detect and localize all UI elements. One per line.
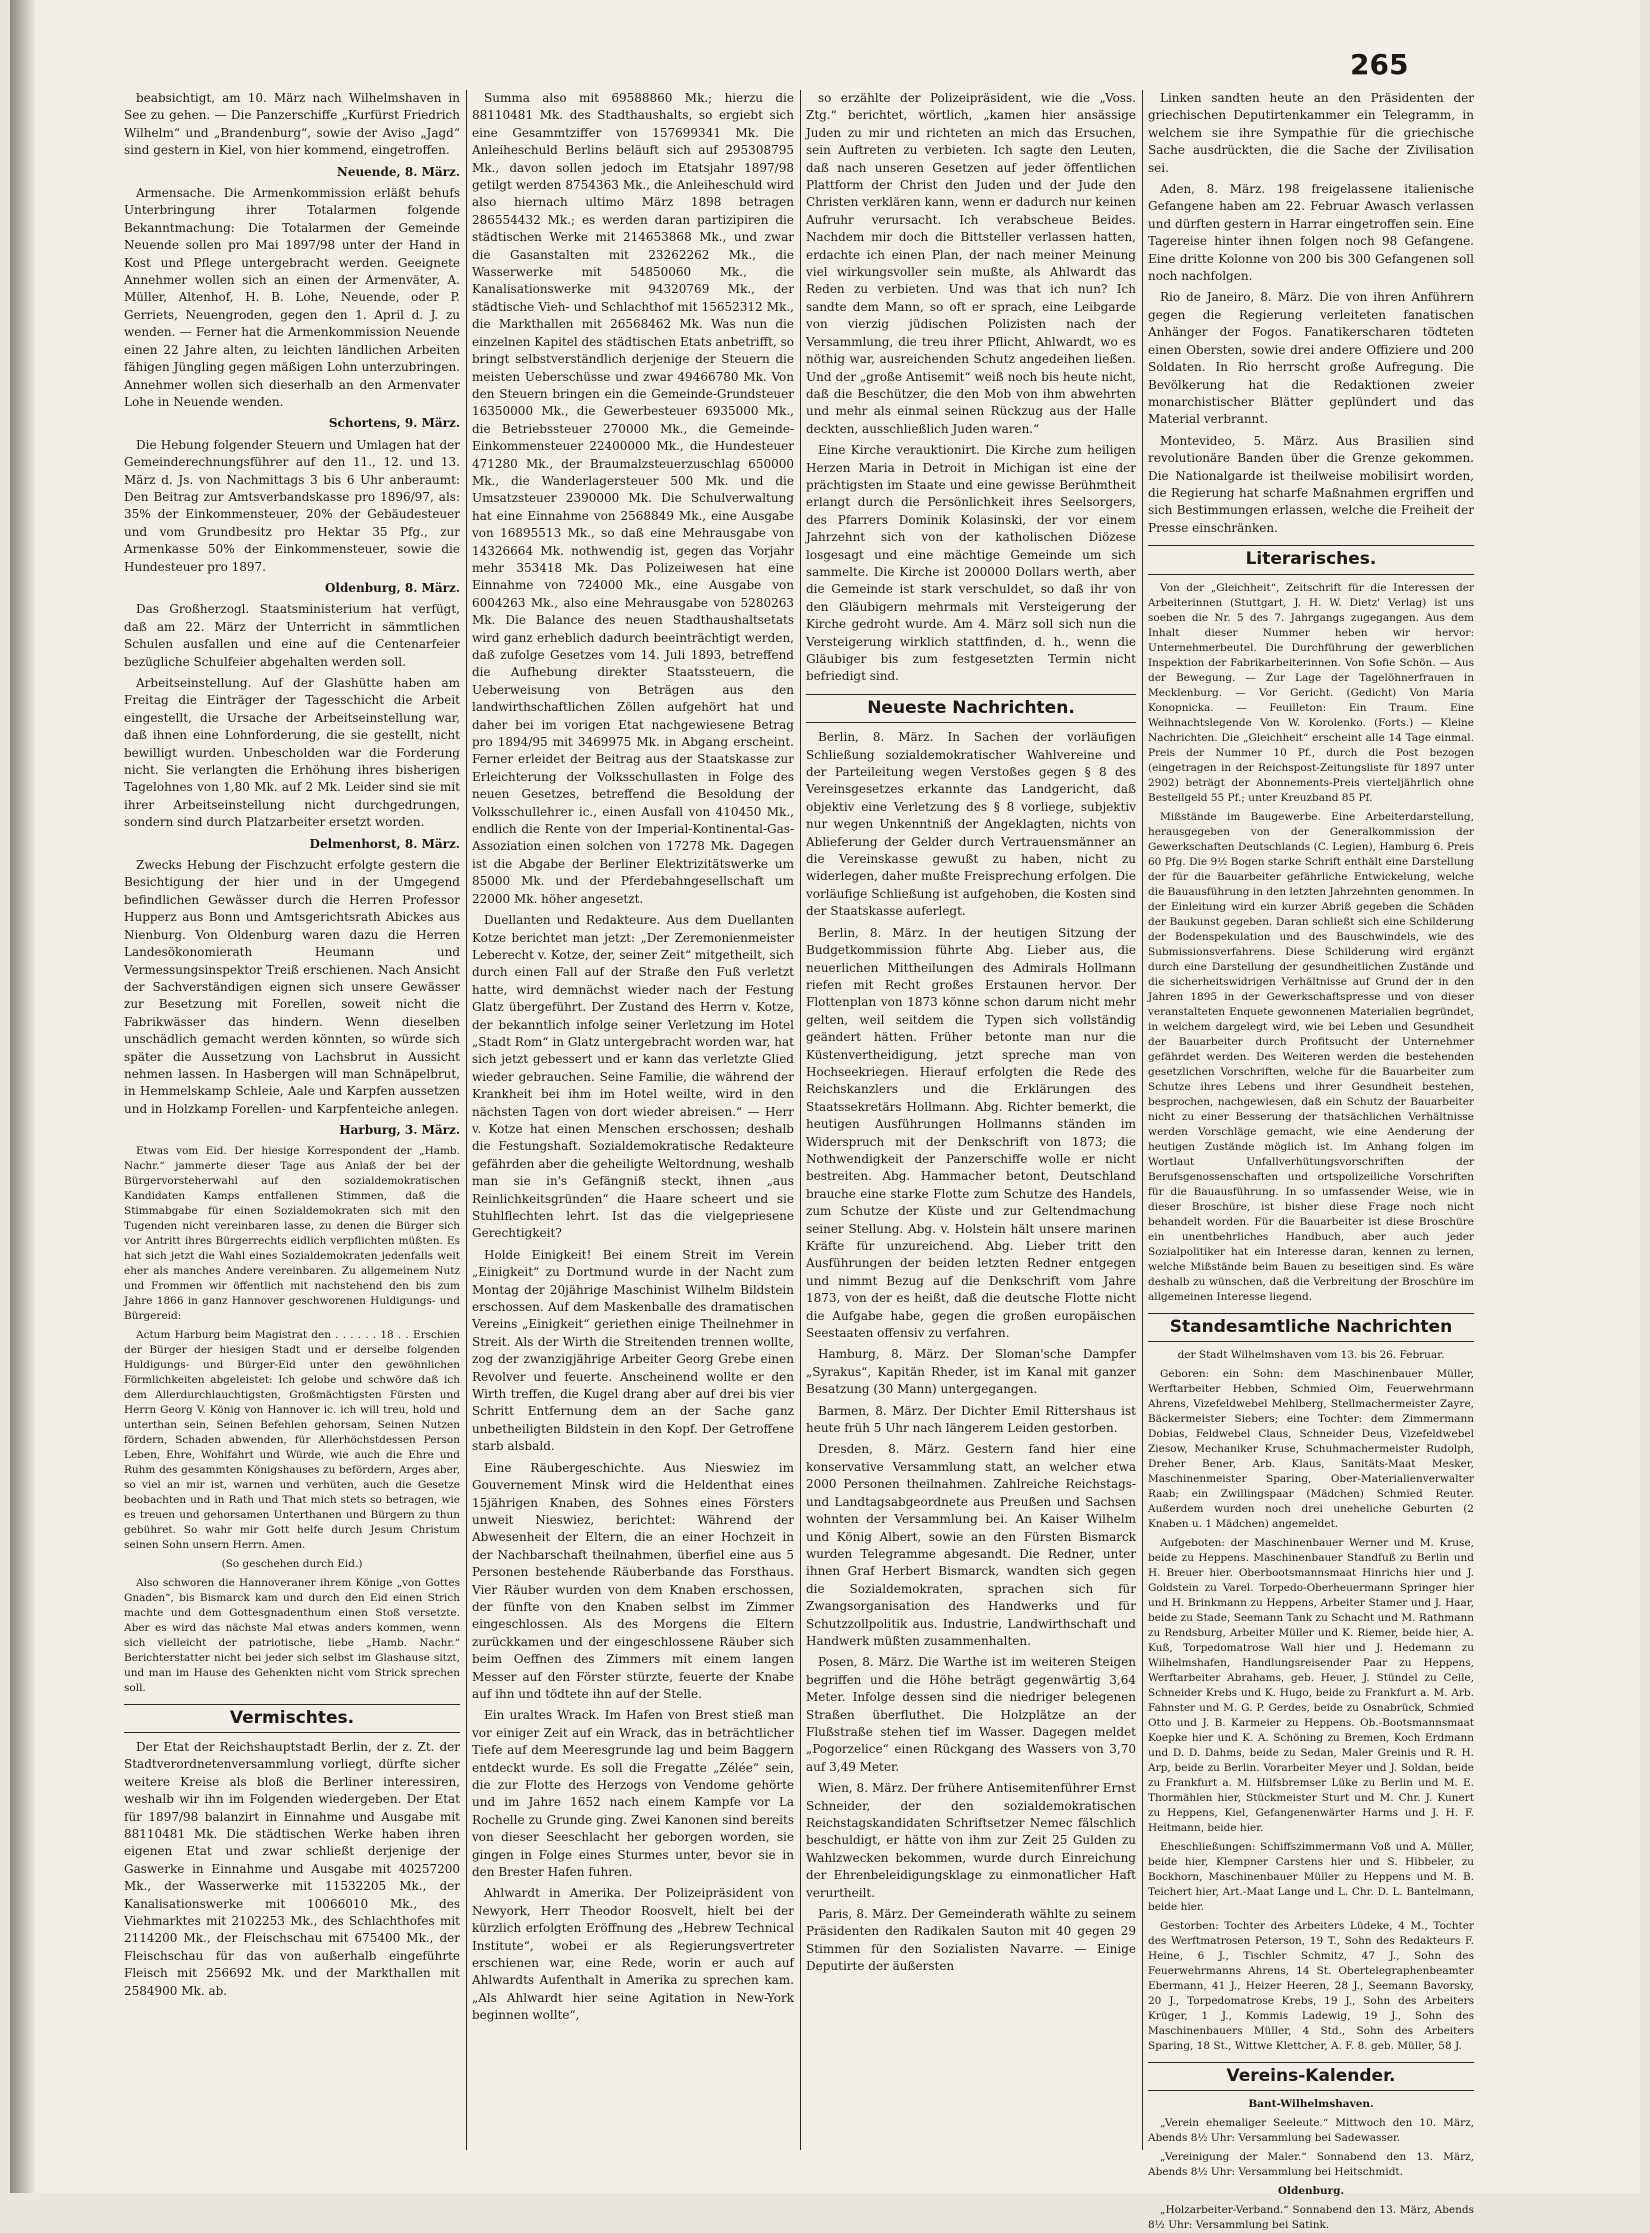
paragraph: Etwas vom Eid. Der hiesige Korrespondent der „Hamb. Nachr.“ jammerte dieser Tage aus Anlaß der bei der Bürgervorsteherwahl auf den sozialdemokratischen Kandidaten Kamps entfallenen Stimmen, daß die Stimmabgabe für einen Sozialdemokraten sich mit den Tugenden nicht vereinbaren lasse, zu denen die Bürger sich vor Antritt ihres Bürgerrechts eidlich verpflichten müßten. Es hat sich jetzt die Wahl eines Sozialdemokraten jedenfalls weit eher als manches Andere vereinbaren. Zu allgemeinem Nutz und Frommen wir öffentlich mit nachstehend den bis zum Jahre 1866 in ganz Hannover geschworenen Huldigungs- und Bürgereid: xyxy=(124,1144,460,1322)
column-1 xyxy=(124,90,460,2150)
news-item: Hamburg, 8. März. Der Sloman'sche Dampfer „Syrakus“, Kapitän Rheder, ist im Kanal mit ganzer Besatzung (30 Mann) untergegangen. xyxy=(806,1347,1136,1397)
section-heading: Vereins-Kalender. xyxy=(1148,2062,1474,2091)
column-rule xyxy=(1142,90,1143,2150)
paragraph: Arbeitseinstellung. Auf der Glashütte haben am Freitag die Einträger der Tagesschicht die Arbeit eingestellt, die Ursache der Arbeitseinstellung war, daß ihnen eine Lohnforderung, die sie gestellt, nicht bewilligt wurden. Unbescholden war die Forderung nicht. Sie verlangten die Erhöhung ihres bisherigen Tagelohnes von 1,80 Mk. auf 2 Mk. Leider sind sie mit ihrer Arbeitseinstellung nicht durchgedrungen, sondern sind durch Platzarbeiter ersetzt worden. xyxy=(124,676,460,830)
paragraph: Summa also mit 69588860 Mk.; hierzu die 88110481 Mk. des Stadthaushalts, so ergiebt sich eine Gesammtziffer von 157699341 Mk. Die Anleiheschuld Berlins beläuft sich auf 295308795 Mk., davon sollen jedoch im Etatsjahr 1897/98 getilgt werden 8754363 Mk., die Anleiheschuld wird also hiernach ultimo März 1898 betragen 286554432 Mk.; es werden daran partizipiren die städtischen Werke mit 214653868 Mk., und zwar die Gasanstalten mit 23262262 Mk., die Wasserwerke mit 54850060 Mk., die Kanalisationswerke mit 94320769 Mk., der städtische Vieh- und Schlachthof mit 15652312 Mk., die Markthallen mit 26568462 Mk. Was nun die einzelnen Kapitel des städtischen Etats anbetrifft, so bringt selbstverständlich derjenige der Steuern die meisten Ueberschüsse und zwar 49466780 Mk. Von den Steuern bringen ein die Gemeinde-Grundsteuer 16350000 Mk., die Gewerbesteuer 6935000 Mk., die Betriebssteuer 270000 Mk., die Gemeinde-Einkommensteuer 22400000 Mk., die Hundesteuer 471280 Mk., der Braumalzsteuerzuschlag 650000 Mk., die Wanderlagersteuer 500 Mk. und die Umsatzsteuer 2390000 Mk. Die Schulverwaltung hat eine Einnahme von 2568849 Mk., eine Ausgabe von 16895513 Mk., so daß eine Mehrausgabe von 14326664 Mk. nothwendig ist, gegen das Vorjahr mehr 353418 Mk. Das Polizeiwesen hat eine Einnahme von 724000 Mk., eine Ausgabe von 6004263 Mk., also eine Mehrausgabe von 5280263 Mk. Die Balance des neuen Stadthaushaltsetats wird ganz erheblich dadurch beeinträchtigt werden, daß zufolge Gesetzes vom 14. Juli 1893, betreffend die Aufhebung direkter Staatssteuern, die Ueberweisung von Beträgen aus den landwirthschaftlichen Zöllen aufgehört hat und daher bei im vorigen Etat nachgewiesene Betrag pro 1894/95 mit 3469975 Mk. in Abgang erscheint. Ferner erleidet der Beitrag aus der Staatskasse zur Erleichterung der Volksschullasten in Folge des neuen Gesetzes, betreffend die Besoldung der Volksschullehrer ic., einen Ausfall von 410450 Mk., endlich die Rente von der Imperial-Kontinental-Gas-Assoziation einen solchen von 17278 Mk. Dagegen ist die Abgabe der Berliner Elektrizitätswerke um 85000 Mk. und der Pferdebahngesellschaft um 22000 Mk. höher angesetzt. xyxy=(472,91,794,906)
news-item: Berlin, 8. März. In Sachen der vorläufigen Schließung sozialdemokratischer Wahlvereine und der Parteileitung wegen Verstoßes gegen § 8 des Vereinsgesetzes erkannte das Landgericht, daß objektiv eine Verletzung des § 8 vorliege, subjektiv nur wegen Unkenntniß der Angeklagten, nichts von Ablieferung der Gelder durch Vertrauensmänner an die Vereinskasse gewußt zu haben, nicht zu widerlegen, daher mußte Freisprechung erfolgen. Die vorläufige Schließung ist aufgehoben, die Kosten sind der Staatskasse auferlegt. xyxy=(806,730,1136,919)
dateline: Harburg, 3. März. xyxy=(339,1123,460,1138)
dateline: Schortens, 9. März. xyxy=(328,416,460,431)
paragraph: Von der „Gleichheit“, Zeitschrift für die Interessen der Arbeiterinnen (Stuttgart, J. H. W. Dietz' Verlag) ist uns soeben die Nr. 5 des 7. Jahrgangs zugegangen. Aus dem Inhalt dieser Nummer heben wir hervor: Unternehmerbeutel. Die Durchführung der gewerblichen Inspektion der Fabrikarbeiterinnen. Von Sofie Schön. — Aus der Bewegung. — Zur Lage der Tagelöhnerfrauen in Mecklenburg. — Vor Gericht. (Gedicht) Von Maria Konopnicka. — Feuilleton: Ein Traum. Eine Weihnachtslegende Von W. Korolenko. (Forts.) — Kleine Nachrichten. Die „Gleichheit“ erscheint alle 14 Tage einmal. Preis der Nummer 10 Pf., durch die Post bezogen (eingetragen in der Reichspost-Zeitungsliste für 1897 unter 2902) beträgt der Abonnements-Preis vierteljährlich ohne Bestellgeld 55 Pf.; unter Kreuzband 85 Pf. xyxy=(1148,581,1474,804)
paragraph: so erzählte der Polizeipräsident, wie die „Voss. Ztg.“ berichtet, wörtlich, „kamen hier ansässige Juden zu mir und richteten an mich das Ersuchen, sein Auftreten zu verbieten. Ich sagte den Leuten, daß nach unseren Gesetzen auf jeder öffentlichen Plattform der Christ den Juden und der Jude den Christen verklären kann, wenn er dadurch nur keinen Aufruhr verursacht. Ich verabscheue Beides. Nachdem mir doch die Bittsteller verlassen hatten, erdachte ich einen Plan, der nach meiner Meinung viel wirkungsvoller sein mußte, als Ahlwardt das Reden zu verbieten. Und was that ich nun? Ich sandte dem Mann, so oft er sprach, eine Leibgarde von vierzig jüdischen Polizisten nach der Versammlung, die treu ihrer Pflicht, Ahlwardt, wo es nöthig war, ausreichenden Schutz angedeihen ließen. Und der „große Antisemit“ weiß noch bis heute nicht, daß die Beschützer, die den Mob von ihm abwehrten und mehr als einmal seinen Rückzug aus der Halle deckten, ausschließlich Juden waren.“ xyxy=(806,91,1136,436)
calendar-entry: „Verein ehemaliger Seeleute.“ Mittwoch den 10. März, Abends 8½ Uhr: Versammlung bei Sadewasser. xyxy=(1148,2117,1474,2145)
column-4 xyxy=(1148,90,1474,2232)
paragraph: Eine Räubergeschichte. Aus Nieswiez im Gouvernement Minsk wird die Heldenthat eines 15jährigen Knaben, des Sohnes eines Försters unweit Nieswiez, berichtet: Während der Abwesenheit der Eltern, die an einer Hochzeit in der Nachbarschaft theilnahmen, überfiel eine aus 5 Personen bestehende Räuberbande das Forsthaus. Vier Räuber wurden von dem Knaben erschossen, der fünfte von den Knaben selbst im Zimmer eingeschlossen. Als des Morgens die Eltern zurückkamen und der eingeschlossene Räuber sich beim Oeffnen des Zimmers mit einem langen Messer auf den Förster stürzte, feuerte der Knabe auf ihn und tödtete ihn auf der Stelle. xyxy=(472,1460,794,1701)
paragraph: Die Hebung folgender Steuern und Umlagen hat der Gemeinderechnungsführer auf den 11., 12. und 13. März d. Js. von Nachmittags 3 bis 6 Uhr anberaumt: Den Beitrag zur Amtsverbandskasse pro 1896/97, als: 35% der Einkommensteuer, 20% der Gebäudesteuer und vom Grundbesitz pro Hektar 35 Pfg., zur Armenkasse 50% der Einkommensteuer, sowie die Hundesteuer pro 1897. xyxy=(124,437,460,574)
news-item: Rio de Janeiro, 8. März. Die von ihren Anführern gegen die Regierung verleiteten fanatischen Anhänger der Fogos. Fanatikerscharen tödteten einen Obersten, sowie drei andere Offiziere und 200 Soldaten. In Rio herrscht große Aufregung. Die Bevölkerung hat die Redaktionen zweier monarchistischer Blätter geplündert und das Material verbrannt. xyxy=(1148,290,1474,427)
paragraph: Mißstände im Baugewerbe. Eine Arbeiterdarstellung, herausgegeben von der Generalkommission der Gewerkschaften Deutschlands (C. Legien), Hamburg 6. Preis 60 Pfg. Die 9½ Bogen starke Schrift enthält eine Darstellung der für die Bauarbeiter gefährliche Entwickelung, welche die Bauausführung in den letzten Jahrzehnten genommen. In der Einleitung wird ein kurzer Abriß gegeben die Schäden der Baukunst gegeben. Daran schließt sich eine Schilderung der Bodenspekulation und des Bauschwindels, wie des Submissionsverfahrens. Diese Schilderung wird ergänzt durch eine Darstellung der gesundheitlichen Zustände und die sicherheitswidrigen Verhältnisse auf Grund der in den Jahren 1895 in der Gewerkschaftspresse und von dieser veranstalteten Enquete gewonnenen Materialien begründet, in welchem dargelegt wird, wie bei Leben und Gesundheit der Bauarbeiter durch Profitsucht der Unternehmer gefährdet werden. Des Weiteren werden die bestehenden gesetzlichen Vorschriften, welche für die Bauarbeiter zum Schutze ihres Lebens und ihrer Gesundheit bestehen, besprochen, nachgewiesen, daß ein Schutz der Bauarbeiter nicht zu einer Besserung der thatsächlichen Verhältnisse werden Vorschläge gemacht, wie eine Aenderung der heutigen Zustände möglich ist. Im Anhang folgen im Wortlaut Unfallverhütungsvorschriften der Berufsgenossenschaften und ortspolizeiliche Vorschriften für die Bauausführung. In so umfassender Weise, wie in dieser Broschüre, ist bisher diese Frage noch nicht behandelt worden. Für die Bauarbeiter ist diese Broschüre ein unentbehrliches Handbuch, aber auch jeder Sozialpolitiker hat ein Interesse daran, kennen zu lernen, welche Mißstände beim Bauen zu beseitigen sind. Es wäre deshalb zu wünschen, daß die Verbreitung der Broschüre im allgemeinen Interesse liegend. xyxy=(1148,810,1474,1303)
column-3 xyxy=(806,90,1136,2150)
news-item: Linken sandten heute an den Präsidenten der griechischen Deputirtenkammer ein Telegramm, in welchem sie ihre Sympathie für die griechische Sache ausdrückten, die die Sache der Zivilisation sei. xyxy=(1148,91,1474,175)
oath-note: (So geschehen durch Eid.) xyxy=(221,1557,363,1570)
paragraph: Zwecks Hebung der Fischzucht erfolgte gestern die Besichtigung der hier und in der Umgegend befindlichen Gewässer durch die Herren Professor Hupperz aus Bonn und Amtsgerichtsrath Abickes aus Nienburg. Von Oldenburg waren dazu die Herren Landesökonomierath Heumann und Vermessungsinspektor Treiß erschienen. Nach Ansicht der Sachverständigen eignen sich unsere Gewässer zur Besetzung mit Forellen, soweit nicht die Fabrikwässer das hindern. Wenn dieselben unschädlich gemacht werden könnten, so würde sich später die Aussetzung von Lachsbrut in Aussicht nehmen lassen. In Hasbergen will man Schnäpelbrut, in Hemmelskamp Schleie, Aale und Karpfen aussetzen und in Holzkamp Forellen- und Karpfenteiche anlegen. xyxy=(124,858,460,1116)
paragraph: Also schworen die Hannoveraner ihrem Könige „von Gottes Gnaden“, bis Bismarck kam und durch den Eid einen Strich machte und dem Gottesgnadenthum einen Stoß versetzte. Aber es wird das nächste Mal etwas anders kommen, wenn sich vielleicht der patriotische, liebe „Hamb. Nachr.“ Berichterstatter nicht bei jeder sich selbst im Glashause sitzt, und man im Hause des Gehenkten nicht vom Strick sprechen soll. xyxy=(124,1576,460,1694)
calendar-entry: „Vereinigung der Maler.“ Sonnabend den 13. März, Abends 8½ Uhr: Versammlung bei Heitschmidt. xyxy=(1148,2151,1474,2179)
registry-banns: Aufgeboten: der Maschinenbauer Werner und M. Kruse, beide zu Heppens. Maschinenbauer Standfuß zu Berlin und H. Breuer hier. Oberbootsmannsmaat Hinrichs hier und J. Goldstein zu Varel. Torpedo-Oberheuermann Springer hier und H. Brinkmann zu Heppens, Arbeiter Stamer und J. Haar, beide zu Stade, Seemann Tank zu Schacht und M. Rathmann zu Rendsburg, Arbeiter Müller und K. Riemer, beide hier, A. Kuß, Torpedomatrose Wall hier und J. Hedemann zu Wilhelmshafen, Handlungsreisender Paar zu Heppens, Werftarbeiter Abrahams, geb. Heuer, J. Stündel zu Celle, Schneider Krebs und K. Hugo, beide zu Frankfurt a. M. Arb. Fahnster und M. G. P. Gerdes, beide zu Osnabrück, Schmied Otto und J. B. Karmeier zu Heppens. Ob.-Bootsmannsmaat Koepke hier und K. A. Schöning zu Bremen, Koch Erdmann und D. D. Dahms, beide zu Sedan, Maler Greinis und R. H. Arp, beide zu Berlin. Vorarbeiter Meyer und J. Soldan, beide zu Frankfurt a. M. Hilfsbremser Lüke zu Berlin und M. E. Thormählen hier, Stückmeister Sturt und M. Chr. J. Kunert zu Heppens, Kiel, Gefangenenwärter Harms und J. H. F. Heitmann, beide hier. xyxy=(1148,1536,1474,1834)
news-item: Berlin, 8. März. In der heutigen Sitzung der Budgetkommission führte Abg. Lieber aus, die neuerlichen Mittheilungen des Admirals Hollmann riefen mit Recht großes Erstaunen hervor. Der Flottenplan von 1873 könne schon darum nicht mehr gelten, weil seitdem die Typen sich vollständig geändert hätten. Früher betonte man nur die Küstenvertheidigung, jetzt spreche man von Hochseekriegen. Hierauf erfolgten die Rede des Reichskanzlers und die Erklärungen des Staatssekretärs Hollmann. Abg. Richter bemerkt, die heutigen Ausführungen Hollmanns ständen im Widerspruch mit der Denkschrift von 1873; die Nothwendigkeit der Panzerschiffe wolle er nicht bestreiten. Abg. Hammacher betont, Deutschland brauche eine starke Flotte zum Schutze des Handels, zum Schutze der Küste und zur Geltendmachung seiner Stellung. Abg. v. Holstein hält unsere marinen Kräfte für unzureichend. Abg. Lieber tritt den Ausführungen der beiden letzten Redner entgegen und nimmt Bezug auf die Denkschrift vom Jahre 1873, von der es heißt, daß die deutsche Flotte nicht die Aufgabe habe, gegen die großen europäischen Seestaaten offensiv zu verfahren. xyxy=(806,925,1136,1341)
page-gutter xyxy=(10,0,36,2193)
paragraph: Eine Kirche verauktionirt. Die Kirche zum heiligen Herzen Maria in Detroit in Michigan ist eine der prächtigsten im Staate und eine gewisse Berühmtheit erlangt durch die Persönlichkeit ihres Seelsorgers, des Pfarrers Dominik Kolasinski, der vor einem Jahrzehnt sich von der katholischen Diözese losgesagt und eine mächtige Gemeinde um sich sammelte. Die Kirche ist 200000 Dollars werth, aber die Gemeinde ist stark verschuldet, so daß ihr von den Gläubigern mehrmals mit Versteigerung der Kirche gedroht wurde. Am 4. März soll sich nun die Versteigerung wirklich stattfinden, d. h., wenn die Gläubiger bis zum festgesetzten Termin nicht befriedigt sind. xyxy=(806,443,1136,684)
paragraph: Das Großherzogl. Staatsministerium hat verfügt, daß am 22. März der Unterricht in sämmtlichen Schulen ausfallen und eine auf die Centenarfeier bezügliche Schulfeier abgehalten werden soll. xyxy=(124,602,460,669)
news-item: Dresden, 8. März. Gestern fand hier eine konservative Versammlung statt, an welcher etwa 2000 Personen theilnahmen. Zahlreiche Reichstags- und Landtagsabgeordnete aus Preußen und Sachsen wohnten der Versammlung bei. An Kaiser Wilhelm und König Albert, sowie an den Fürsten Bismarck wurden Telegramme abgesandt. Die Redner, unter ihnen Graf Herbert Bismarck, wandten sich gegen die Sozialdemokraten, sprachen sich für Zwangsorganisation des Handwerks und für Schutzzollpolitik aus. Industrie, Landwirthschaft und Handwerk müßten zusammenhalten. xyxy=(806,1442,1136,1648)
news-item: Aden, 8. März. 198 freigelassene italienische Gefangene haben am 22. Februar Awasch verlassen und dürften gestern in Harrar eingetroffen sein. Eine Tagereise hinter ihnen folgen noch 98 Gefangene. Eine dritte Kolonne von 200 bis 300 Gefangenen soll noch nachfolgen. xyxy=(1148,182,1474,284)
paragraph: Holde Einigkeit! Bei einem Streit im Verein „Einigkeit“ zu Dortmund wurde in der Nacht zum Montag der 20jährige Maschinist Wilhelm Bildstein erschossen. Auf dem Maskenballe des dramatischen Vereins „Einigkeit“ geriethen einige Theilnehmer in Streit. Als der Wirth die Streitenden trennen wollte, zog der zwanzigjährige Arbeiter Georg Grebe einen Revolver und feuerte. Anscheinend wollte er den Wirth treffen, die Kugel drang aber auf drei bis vier Schritt Entfernung dem an der Sache ganz unbetheiligten Bildstein in den Kopf. Der Getroffene starb alsbald. xyxy=(472,1247,794,1454)
news-item: Paris, 8. März. Der Gemeinderath wählte zu seinem Präsidenten den Radikalen Sauton mit 40 gegen 29 Stimmen für den Sozialisten Navarre. — Einige Deputirte der äußersten xyxy=(806,1907,1136,1974)
news-item: Montevideo, 5. März. Aus Brasilien sind revolutionäre Banden über die Grenze gekommen. Die Nationalgarde ist theilweise mobilisirt worden, die Regierung hat scharfe Maßnahmen ergriffen und sich Bestimmungen erlassen, welche die Freiheit der Presse einschränken. xyxy=(1148,433,1474,535)
dateline: Oldenburg, 8. März. xyxy=(324,580,460,595)
dateline: Delmenhorst, 8. März. xyxy=(309,836,460,851)
calendar-place: Oldenburg. xyxy=(1277,2185,1345,2198)
calendar-entry: „Holzarbeiter-Verband.“ Sonnabend den 13. März, Abends 8½ Uhr: Versammlung bei Satink. xyxy=(1148,2204,1474,2232)
subheading: der Stadt Wilhelmshaven vom 13. bis 26. Februar. xyxy=(1177,1348,1445,1361)
oath-text: Actum Harburg beim Magistrat den . . . . . . 18 . . Erschien der Bürger der hiesigen Stadt und er derselbe folgenden Huldigungs- und Bürger-Eid unter den gewöhnlichen Förmlichkeiten abgeleistet: Ich gelobe und schwöre daß ich dem Allerdurchlauchtigsten, Großmächtigsten Fürsten und Herrn Georg V. König von Hannover ic. ich will treu, hold und unterthan sein, Seinen Befehlen gehorsam, Seinen Nutzen fördern, Schaden abwenden, für Allerhöchstdessen Person Leben, Ehre, Wohlfahrt und Würde, wie auch die Ehre und Ruhm des gesammten Königshauses zu befördern, Arges aber, so viel an mir ist, warnen und verhüten, auch die Gesetze beobachten und in Rath und That mich stets so betragen, wie es treuen und gehorsamen Unterthanen und Bürgern zu thun gebühret. So wahr mir Gott helfe durch Jesum Christum seinen Sohn unsern Herrn. Amen. xyxy=(124,1328,460,1551)
calendar-place: Bant-Wilhelmshaven. xyxy=(1248,2098,1374,2111)
newspaper-page xyxy=(10,0,1640,2232)
paragraph: beabsichtigt, am 10. März nach Wilhelmshaven in See zu gehen. — Die Panzerschiffe „Kurfürst Friedrich Wilhelm“ und „Brandenburg“, sowie der Aviso „Jagd“ sind gestern in Kiel, von hier kommend, eingetroffen. xyxy=(124,91,460,158)
section-heading: Vermischtes. xyxy=(124,1704,460,1733)
registry-births: Geboren: ein Sohn: dem Maschinenbauer Müller, Werftarbeiter Hebben, Schmied Oim, Feuerwehrmann Ahrens, Vizefeldwebel Mehlberg, Stellmachermeister Zayre, Bäckermeister Siebers; eine Tochter: dem Zimmermann Dobias, Feldwebel Claus, Schneider Deus, Vizefeldwebel Ziesow, Mechaniker Kruse, Schuhmachermeister Rudolph, Dreher Bener, Arb. Klaus, Sanitäts-Maat Mesker, Maschinenmeister Sparing, Ober-Materialienverwalter Raab; ein Zwillingspaar (Mädchen) Schmied Reuter. Außerdem wurden noch drei uneheliche Geburten (2 Knaben u. 1 Mädchen) angemeldet. xyxy=(1148,1367,1474,1530)
column-rule xyxy=(800,90,801,2150)
column-2 xyxy=(472,90,794,2150)
paragraph: Armensache. Die Armenkommission erläßt behufs Unterbringung ihrer Totalarmen folgende Bekanntmachung: Die Totalarmen der Gemeinde Neuende sollen pro Mai 1897/98 unter der Hand in Kost und Pflege untergebracht werden. Geeignete Annehmer wollen sich an einen der Armenväter, A. Müller, Altenhof, H. B. Lohe, Neuende, oder P. Gerriets, Neuengroden, gegen den 1. April d. J. zu wenden. — Ferner hat die Armenkommission Neuende einen 22 Jahre alten, zu leichten ländlichen Arbeiten fähigen Jüngling gegen mäßigen Lohn unterzubringen. Annehmer wollen sich dieserhalb an den Armenvater Lohe in Neuende wenden. xyxy=(124,186,460,409)
page-number: 265 xyxy=(1350,48,1409,81)
column-rule xyxy=(466,90,467,2150)
registry-marriages: Eheschließungen: Schiffszimmermann Voß und A. Müller, beide hier, Klempner Carstens hier und S. Hibbeler, zu Bockhorn, Maschinenbauer Müller zu Heppens und M. B. Teichert hier, Art.-Maat Lange und L. Chr. D. L. Bantelmann, beide hier. xyxy=(1148,1840,1474,1913)
section-heading: Standesamtliche Nachrichten xyxy=(1148,1313,1474,1342)
news-item: Wien, 8. März. Der frühere Antisemitenführer Ernst Schneider, der den sozialdemokratischen Reichstagskandidaten Schriftsetzer Nemec fälschlich beschuldigt, er hätte von ihm zur Zeit 25 Gulden zu Wahlzwecken bekommen, wurde durch Einreichung der Ehrenbeleidigungsklage zu einmonatlicher Haft verurtheilt. xyxy=(806,1781,1136,1900)
paragraph: Duellanten und Redakteure. Aus dem Duellanten Kotze berichtet man jetzt: „Der Zeremonienmeister Leberecht v. Kotze, der, seiner Zeit“ mitgetheilt, sich durch einen Fall auf der Straße den Fuß verletzt hatte, wird demnächst wieder nach der Festung Glatz übergeführt. Der Zustand des Herrn v. Kotze, der bekanntlich infolge seiner Verletzung im Hotel „Stadt Rom“ in Glatz untergebracht worden war, hat sich jetzt gebessert und er kann das verletzte Glied wieder gebrauchen. Seine Familie, die während der Krankheit bei ihm im Hotel weilte, wird in den nächsten Tagen von dort wieder abreisen.“ — Herr v. Kotze hat einen Menschen erschossen; deshalb die Festungshaft. Sozialdemokratische Redakteure gefährden aber die geheiligte Weltordnung, weshalb man sie in's Gefängniß steckt, ihnen „aus Reinlichkeitsgründen“ die Haare scheert und sie Stuhlflechten lehrt. Ist das die vielgepriesene Gerechtigkeit? xyxy=(472,913,794,1241)
news-item: Barmen, 8. März. Der Dichter Emil Rittershaus ist heute früh 5 Uhr nach längerem Leiden gestorben. xyxy=(806,1403,1136,1436)
news-item: Posen, 8. März. Die Warthe ist im weiteren Steigen begriffen und die Höhe beträgt gegenwärtig 3,64 Meter. Infolge dessen sind die niedriger belegenen Straßen überfluthet. Die Holzplätze an der Flußstraße stehen tief im Wasser. Dagegen meldet „Pogorzelice“ einen Rückgang des Wassers von 3,70 auf 3,49 Meter. xyxy=(806,1655,1136,1774)
paragraph: Der Etat der Reichshauptstadt Berlin, der z. Zt. der Stadtverordnetenversammlung vorliegt, dürfte sicher weitere Kreise als bloß die Berliner interessiren, weshalb wir ihn im Folgenden wiedergeben. Der Etat für 1897/98 balanzirt in Einnahme und Ausgabe mit 88110481 Mk. Die städtischen Werke haben ihren eigenen Etat und zwar schließt derjenige der Gaswerke in Einnahme und Ausgabe mit 40257200 Mk., der Wasserwerke mit 11532205 Mk., der Kanalisationswerke mit 10066010 Mk., des Viehmarktes mit 2102253 Mk., des Schlachthofes mit 2114200 Mk., der Fleischschau mit 675400 Mk., der Fleischschau für das von außerhalb eingeführte Fleisch mit 256692 Mk. und der Markthallen mit 2584900 Mk. ab. xyxy=(124,1739,460,1998)
dateline: Neuende, 8. März. xyxy=(336,164,460,179)
paragraph: Ahlwardt in Amerika. Der Polizeipräsident von Newyork, Herr Theodor Roosvelt, hielt bei der kürzlich erfolgten Eröffnung des „Hebrew Technical Institute“, wobei er als Regierungsvertreter erschienen war, eine Rede, worin er auch auf Ahlwardts Aufenthalt in Amerika zu sprechen kam. „Als Ahlwardt hier seine Agitation in New-York beginnen wollte“, xyxy=(472,1886,794,2023)
section-heading: Literarisches. xyxy=(1148,545,1474,574)
section-heading: Neueste Nachrichten. xyxy=(806,694,1136,723)
paragraph: Ein uraltes Wrack. Im Hafen von Brest stieß man vor einiger Zeit auf ein Wrack, das in beträchtlicher Tiefe auf dem Meeresgrunde lag und beim Baggern entdeckt wurde. Es soll die Fregatte „Zélée“ sein, die zur Flotte des Herzogs von Vendome gehörte und im Jahre 1652 nach einem Kampfe vor La Rochelle zu Grunde ging. Zwei Kanonen sind bereits von dieser Seeschlacht her geborgen worden, sie gingen in Folge eines Sturmes unter, bevor sie in den Brester Hafen fuhren. xyxy=(472,1708,794,1880)
registry-deaths: Gestorben: Tochter des Arbeiters Lüdeke, 4 M., Tochter des Werftmatrosen Peterson, 19 T., Sohn des Redakteurs F. Heine, 6 J., Tischler Schmitz, 47 J., Sohn des Feuerwehrmanns Ahrens, 14 St. Obertelegraphenbeamter Ebermann, 41 J., Heizer Heeren, 28 J., Seemann Bavorsky, 20 J., Torpedomatrose Krebs, 19 J., Sohn des Arbeiters Krüger, 1 J., Kommis Ladewig, 19 J., Sohn des Maschinenbauers Müller, 4 Std., Sohn des Arbeiters Sparing, 18 St., Wittwe Klettcher, A. F. 8. geb. Müller, 58 J. xyxy=(1148,1919,1474,2052)
